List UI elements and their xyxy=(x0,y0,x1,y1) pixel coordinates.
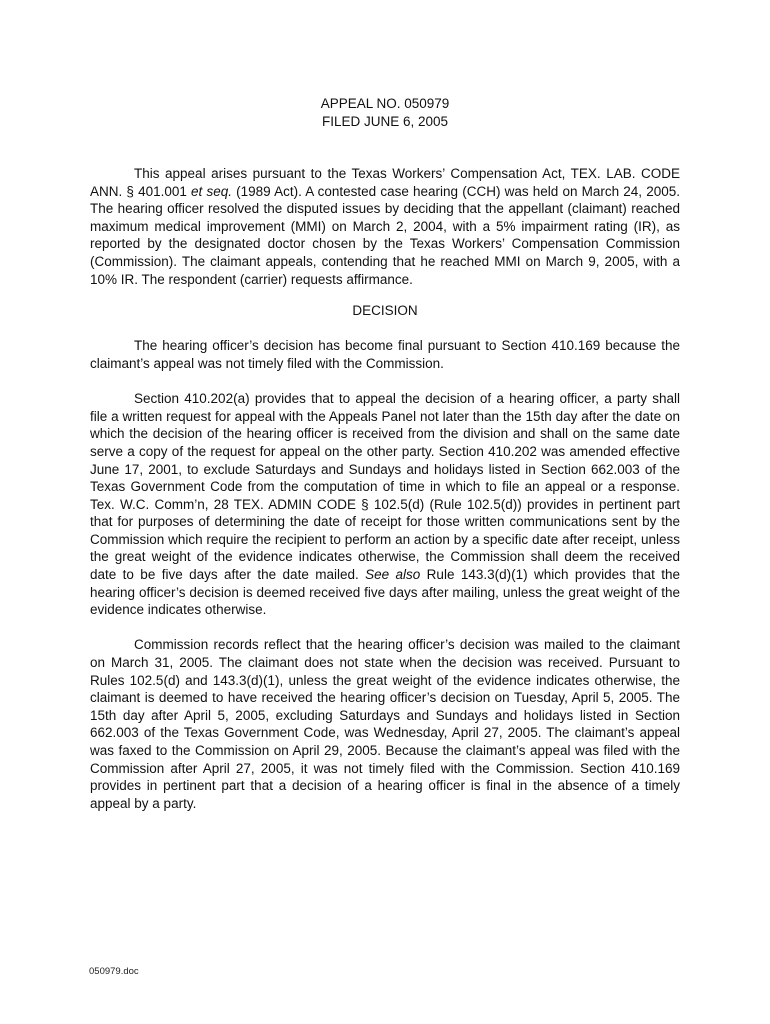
filed-date: FILED JUNE 6, 2005 xyxy=(321,113,449,129)
decision-paragraph-2 xyxy=(90,390,680,619)
para2-text-c: Rule 143.3(d)(1) which provides that the hearing officer’s decision is deemed received five days after mailing, unless the great weight of the evidence indicates otherwise. xyxy=(90,567,680,618)
para2-text-a: Section 410.202(a) provides that to appeal the decision of a hearing officer, a party shall file a written request for appeal with the Appeals Panel not later than the 15th day after the date on which the decision of the hearing officer is received from the division and shall on the same date serve a copy of the request for appeal on the other party. Section 410.202 was amended effective June 17, 2001, to exclude Saturdays and Sundays and holidays listed in Section 662.003 of the Texas Government Code from the computation of time in which to file an appeal or a response. Tex. W.C. Comm’n, 28 TEX. ADMIN CODE § 102.5(d) (Rule 102.5(d)) provides in pertinent part that for purposes of determining the date of receipt for those written communications sent by the Commission which require the recipient to perform an action by a specific date after receipt, unless the great weight of the evidence indicates otherwise, the Commission shall deem the received date to be five days after the date mailed. xyxy=(90,391,680,583)
intro-paragraph xyxy=(90,165,680,288)
footer-filename: 050979.doc xyxy=(89,966,139,977)
decision-paragraph-3: Commission records reflect that the hearing officer’s decision was mailed to the claimant on March 31, 2005. The claimant does not state when the decision was received. Pursuant to Rules 102.5(d) and 143.3(d)(1), unless the great weight of the evidence indicates otherwise, the claimant is deemed to have received the hearing officer’s decision on Tuesday, April 5, 2005. The 15th day after April 5, 2005, excluding Saturdays and Sundays and holidays listed in Section 662.003 of the Texas Government Code, was Wednesday, April 27, 2005. The claimant’s appeal was faxed to the Commission on April 29, 2005. Because the claimant’s appeal was filed with the Commission after April 27, 2005, it was not timely filed with the Commission. Section 410.169 provides in pertinent part that a decision of a hearing officer is final in the absence of a timely appeal by a party. xyxy=(90,637,680,811)
document-header xyxy=(0,95,770,130)
intro-text-c: (1989 Act). A contested case hearing (CCH) was held on March 24, 2005. The hearing officer resolved the disputed issues by deciding that the appellant (claimant) reached maximum medical improvement (MMI) on March 2, 2004, with a 5% impairment rating (IR), as reported by the designated doctor chosen by the Texas Workers’ Compensation Commission (Commission). The claimant appeals, contending that he reached MMI on March 9, 2005, with a 10% IR. The respondent (carrier) requests affirmance. xyxy=(90,183,680,287)
decision-paragraph-1: The hearing officer’s decision has become final pursuant to Section 410.169 because the claimant’s appeal was not timely filed with the Commission. xyxy=(90,338,680,371)
appeal-number: APPEAL NO. 050979 xyxy=(320,96,450,111)
intro-text-a: This appeal arises pursuant to the Texas Workers’ Compensation Act, TEX. LAB. CODE ANN. § 401.001 xyxy=(90,166,680,199)
intro-italic: et seq. xyxy=(191,183,232,199)
para2-italic: See also xyxy=(365,567,421,583)
document-body xyxy=(90,165,680,830)
decision-heading: DECISION xyxy=(352,303,418,319)
